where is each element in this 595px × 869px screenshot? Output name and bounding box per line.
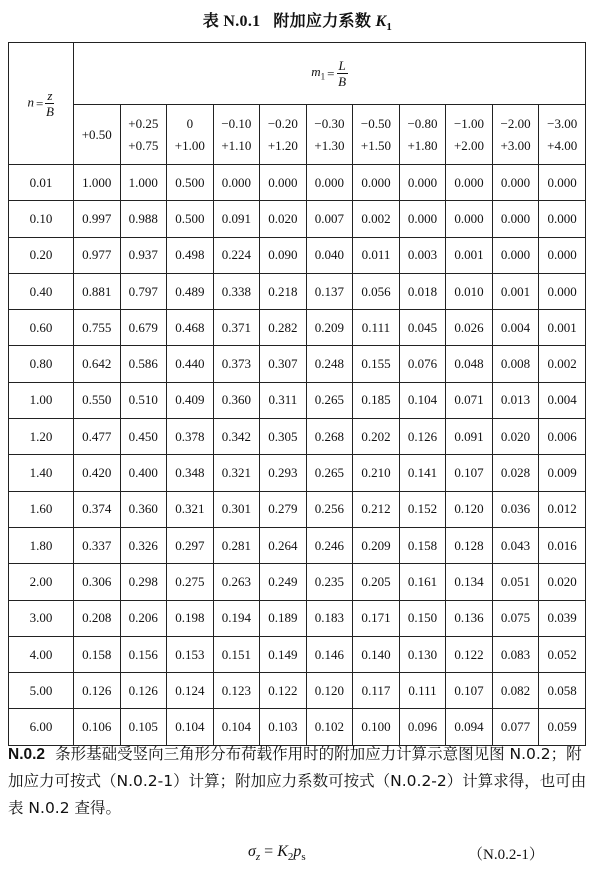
table-cell: 0.002 [353,201,400,237]
table-row [9,346,586,382]
table-row [9,527,586,563]
table-cell: 0.000 [353,165,400,201]
table-cell: 0.342 [213,419,260,455]
table-cell: 0.306 [74,564,121,600]
col-header-var: $m_1$ [311,64,326,83]
row-header-cell [9,43,74,165]
column-header-value: +1.80 [407,137,438,153]
table-cell: 0.090 [260,237,307,273]
table-cell: 1.000 [74,165,121,201]
table-cell: 0.360 [120,491,167,527]
table-cell: 0.477 [74,419,121,455]
table-cell: 0.679 [120,310,167,346]
table-cell: 0.000 [306,165,353,201]
table-cell: 0.004 [539,382,586,418]
row-n-value: 1.20 [9,419,74,455]
table-cell: 0.120 [306,673,353,709]
caption-label: 表 N.0.1 [202,13,261,30]
row-n-value: 1.60 [9,491,74,527]
column-header-value: −0.20 [267,115,298,131]
table-cell: 0.096 [399,709,446,745]
table-cell: 0.104 [213,709,260,745]
row-header-var: n [27,94,35,110]
table-cell: 0.500 [167,201,214,237]
table-cell: 0.268 [306,419,353,455]
table-cell: 0.256 [306,491,353,527]
table-cell: 0.126 [74,673,121,709]
table-cell: 0.106 [74,709,121,745]
table-cell: 0.209 [306,310,353,346]
table-cell: 0.128 [446,527,493,563]
row-n-value: 3.00 [9,600,74,636]
formula-number: （N.0.2-1） [468,847,544,863]
table-cell: 0.264 [260,527,307,563]
table-cell: 0.048 [446,346,493,382]
table-cell: 0.140 [353,636,400,672]
row-n-value: 0.60 [9,310,74,346]
table-cell: 0.326 [120,527,167,563]
table-cell: 0.348 [167,455,214,491]
table-cell: 0.246 [306,527,353,563]
table-cell: 0.082 [492,673,539,709]
column-header [120,105,167,165]
table-row [9,491,586,527]
table-row [9,382,586,418]
table-cell: 0.000 [539,165,586,201]
table-cell: 0.120 [446,491,493,527]
column-header-value: +0.25 [128,115,159,131]
table-cell: 0.489 [167,273,214,309]
row-header-num: z [47,88,53,103]
table-row [9,165,586,201]
table-cell: 0.000 [260,165,307,201]
table-cell: 0.797 [120,273,167,309]
table-cell: 0.155 [353,346,400,382]
table-cell: 0.321 [167,491,214,527]
table-cell: 0.107 [446,673,493,709]
table-cell: 0.185 [353,382,400,418]
row-n-value: 0.10 [9,201,74,237]
table-cell: 0.001 [446,237,493,273]
column-header-value: −0.30 [314,115,345,131]
table-cell: 0.000 [539,201,586,237]
table-cell: 0.000 [213,165,260,201]
table-cell: 0.028 [492,455,539,491]
column-header-value: +1.10 [221,137,252,153]
row-n-value: 5.00 [9,673,74,709]
column-header [306,105,353,165]
table-cell: 0.000 [539,273,586,309]
formula [248,843,306,863]
column-header-value: +1.30 [314,137,345,153]
table-row [9,237,586,273]
table-cell: 0.091 [213,201,260,237]
column-header-value: +0.75 [128,137,159,153]
table-cell: 0.183 [306,600,353,636]
table-cell: 0.036 [492,491,539,527]
table-cell: 0.150 [399,600,446,636]
table-caption [0,8,595,33]
table-cell: 0.134 [446,564,493,600]
table-cell: 0.146 [306,636,353,672]
table-cell: 0.265 [306,455,353,491]
table-cell: 0.298 [120,564,167,600]
table-row [9,564,586,600]
column-header-value: −2.00 [500,115,531,131]
column-header-value: +0.50 [81,126,112,142]
table-cell: 0.117 [353,673,400,709]
table-cell: 0.301 [213,491,260,527]
table-cell: 0.077 [492,709,539,745]
column-header [539,105,586,165]
table-cell: 0.103 [260,709,307,745]
table-cell: 0.040 [306,237,353,273]
table-cell: 0.409 [167,382,214,418]
table-cell: 0.498 [167,237,214,273]
table-cell: 0.198 [167,600,214,636]
table-row [9,201,586,237]
table-cell: 0.937 [120,237,167,273]
table-cell: 0.153 [167,636,214,672]
table-cell: 0.311 [260,382,307,418]
table-cell: 0.111 [399,673,446,709]
col-header-fraction [337,59,348,88]
table-cell: 0.011 [353,237,400,273]
table-cell: 0.122 [260,673,307,709]
table-cell: 0.001 [539,310,586,346]
row-n-value: 2.00 [9,564,74,600]
column-header-value: +3.00 [500,137,531,153]
caption-subscript: 1 [386,21,393,34]
table-cell: 1.000 [120,165,167,201]
column-header [492,105,539,165]
table-cell: 0.094 [446,709,493,745]
table-row [9,455,586,491]
table-cell: 0.124 [167,673,214,709]
row-header-fraction [45,89,54,118]
table-cell: 0.307 [260,346,307,382]
table-cell: 0.152 [399,491,446,527]
table-cell: 0.206 [120,600,167,636]
table-cell: 0.378 [167,419,214,455]
table-cell: 0.156 [120,636,167,672]
col-header-num: L [338,58,346,73]
table-cell: 0.282 [260,310,307,346]
table-row [9,636,586,672]
table-cell: 0.997 [74,201,121,237]
column-header-value: −1.00 [453,115,485,131]
table-cell: 0.224 [213,237,260,273]
table-cell: 0.510 [120,382,167,418]
table-cell: 0.009 [539,455,586,491]
table-cell: 0.158 [399,527,446,563]
table-cell: 0.235 [306,564,353,600]
table-cell: 0.104 [399,382,446,418]
table-cell: 0.056 [353,273,400,309]
table-cell: 0.000 [492,237,539,273]
table-cell: 0.371 [213,310,260,346]
table-cell: 0.052 [539,636,586,672]
table-cell: 0.550 [74,382,121,418]
row-header-eq: = [36,95,44,111]
column-header [399,105,446,165]
table-cell: 0.020 [260,201,307,237]
table-cell: 0.130 [399,636,446,672]
table-cell: 0.104 [167,709,214,745]
table-cell: 0.107 [446,455,493,491]
table-cell: 0.003 [399,237,446,273]
table-cell: 0.360 [213,382,260,418]
table-cell: 0.209 [353,527,400,563]
table-cell: 0.249 [260,564,307,600]
column-header-value: −0.50 [360,115,391,131]
table-cell: 0.058 [539,673,586,709]
column-group-header [74,43,586,105]
row-n-value: 1.00 [9,382,74,418]
table-cell: 0.977 [74,237,121,273]
column-header-value: −0.80 [407,115,438,131]
table-row [9,600,586,636]
column-header [74,105,121,165]
table-cell: 0.210 [353,455,400,491]
table-cell: 0.000 [492,165,539,201]
table-cell: 0.123 [213,673,260,709]
column-header [260,105,307,165]
column-header [353,105,400,165]
column-header-value: −3.00 [547,115,578,131]
col-header-eq: = [327,65,335,81]
column-header [167,105,214,165]
table-cell: 0.450 [120,419,167,455]
table-cell: 0.071 [446,382,493,418]
column-header [213,105,260,165]
formula-k-sub: 2 [287,851,294,864]
row-n-value: 0.40 [9,273,74,309]
table-cell: 0.468 [167,310,214,346]
caption-symbol: K [375,13,387,30]
table-cell: 0.305 [260,419,307,455]
column-header-value: +1.00 [174,137,205,153]
table-cell: 0.194 [213,600,260,636]
table-cell: 0.000 [446,201,493,237]
table-cell: 0.004 [492,310,539,346]
table-cell: 0.018 [399,273,446,309]
table-cell: 0.091 [446,419,493,455]
table-cell: 0.020 [492,419,539,455]
table-cell: 0.420 [74,455,121,491]
table-cell: 0.012 [539,491,586,527]
formula-lhs: σ [248,843,256,860]
column-subheader-row [9,105,586,165]
formula-p: p [293,843,302,860]
coefficient-table [8,42,586,746]
row-n-value: 0.01 [9,165,74,201]
table-cell: 0.400 [120,455,167,491]
table-cell: 0.105 [120,709,167,745]
table-cell: 0.007 [306,201,353,237]
table-cell: 0.189 [260,600,307,636]
table-cell: 0.083 [492,636,539,672]
table-cell: 0.000 [539,237,586,273]
table-cell: 0.212 [353,491,400,527]
table-cell: 0.006 [539,419,586,455]
column-header-value: −0.10 [221,115,252,131]
section-paragraph [8,741,588,822]
formula-k: K [277,843,288,860]
row-n-value: 4.00 [9,636,74,672]
table-cell: 0.000 [446,165,493,201]
table-cell: 0.045 [399,310,446,346]
table-cell: 0.265 [306,382,353,418]
table-cell: 0.122 [446,636,493,672]
column-header-value: +2.00 [453,137,485,153]
table-cell: 0.208 [74,600,121,636]
table-cell: 0.151 [213,636,260,672]
table-cell: 0.016 [539,527,586,563]
table-cell: 0.337 [74,527,121,563]
table-cell: 0.881 [74,273,121,309]
row-n-value: 0.80 [9,346,74,382]
row-n-value: 0.20 [9,237,74,273]
table-cell: 0.008 [492,346,539,382]
table-cell: 0.010 [446,273,493,309]
table-cell: 0.171 [353,600,400,636]
table-cell: 0.321 [213,455,260,491]
section-text: 条形基础受竖向三角形分布荷载作用时的附加应力计算示意图见图 N.0.2；附加应力可按式（N.0.2-1）计算；附加应力系数可按式（N.0.2-2）计算求得，也可由表 N.0.2 查得。 [8,745,587,817]
table-cell: 0.205 [353,564,400,600]
table-cell: 0.126 [120,673,167,709]
table-cell: 0.000 [399,201,446,237]
table-cell: 0.297 [167,527,214,563]
caption-title: 附加应力系数 [273,13,376,30]
formula-eq: = [260,843,278,860]
table-cell: 0.102 [306,709,353,745]
table-body [9,165,586,746]
column-header-value: +1.20 [267,137,298,153]
table-cell: 0.100 [353,709,400,745]
table-cell: 0.202 [353,419,400,455]
table-row [9,709,586,745]
table-cell: 0.248 [306,346,353,382]
table-cell: 0.111 [353,310,400,346]
table-cell: 0.013 [492,382,539,418]
table-row [9,310,586,346]
table-cell: 0.293 [260,455,307,491]
table-cell: 0.001 [492,273,539,309]
table-cell: 0.161 [399,564,446,600]
formula-p-sub: s [301,851,306,864]
column-header-value: 0 [186,115,194,131]
row-n-value: 1.40 [9,455,74,491]
column-header-value: +1.50 [360,137,391,153]
table-cell: 0.440 [167,346,214,382]
col-header-den: B [338,74,347,89]
table-cell: 0.002 [539,346,586,382]
table-cell: 0.149 [260,636,307,672]
row-header-den: B [45,104,54,119]
table-row [9,273,586,309]
table-cell: 0.586 [120,346,167,382]
table-row [9,673,586,709]
table-cell: 0.141 [399,455,446,491]
table-cell: 0.039 [539,600,586,636]
table-row [9,419,586,455]
table-cell: 0.755 [74,310,121,346]
column-header [446,105,493,165]
table-cell: 0.000 [492,201,539,237]
table-cell: 0.075 [492,600,539,636]
row-n-value: 1.80 [9,527,74,563]
table-cell: 0.076 [399,346,446,382]
table-cell: 0.281 [213,527,260,563]
table-cell: 0.126 [399,419,446,455]
table-cell: 0.043 [492,527,539,563]
table-cell: 0.500 [167,165,214,201]
table-cell: 0.988 [120,201,167,237]
table-cell: 0.374 [74,491,121,527]
table-cell: 0.051 [492,564,539,600]
table-cell: 0.218 [260,273,307,309]
table-cell: 0.338 [213,273,260,309]
table-cell: 0.158 [74,636,121,672]
table-cell: 0.000 [399,165,446,201]
column-header-value: +4.00 [547,137,578,153]
table-cell: 0.137 [306,273,353,309]
formula-lhs-sub: z [255,851,261,864]
table-cell: 0.020 [539,564,586,600]
table-cell: 0.275 [167,564,214,600]
table-cell: 0.136 [446,600,493,636]
table-cell: 0.373 [213,346,260,382]
table-cell: 0.026 [446,310,493,346]
table-cell: 0.642 [74,346,121,382]
table-cell: 0.263 [213,564,260,600]
section-number: N.0.2 [8,746,46,763]
table-cell: 0.279 [260,491,307,527]
table-cell: 0.059 [539,709,586,745]
row-n-value: 6.00 [9,709,74,745]
